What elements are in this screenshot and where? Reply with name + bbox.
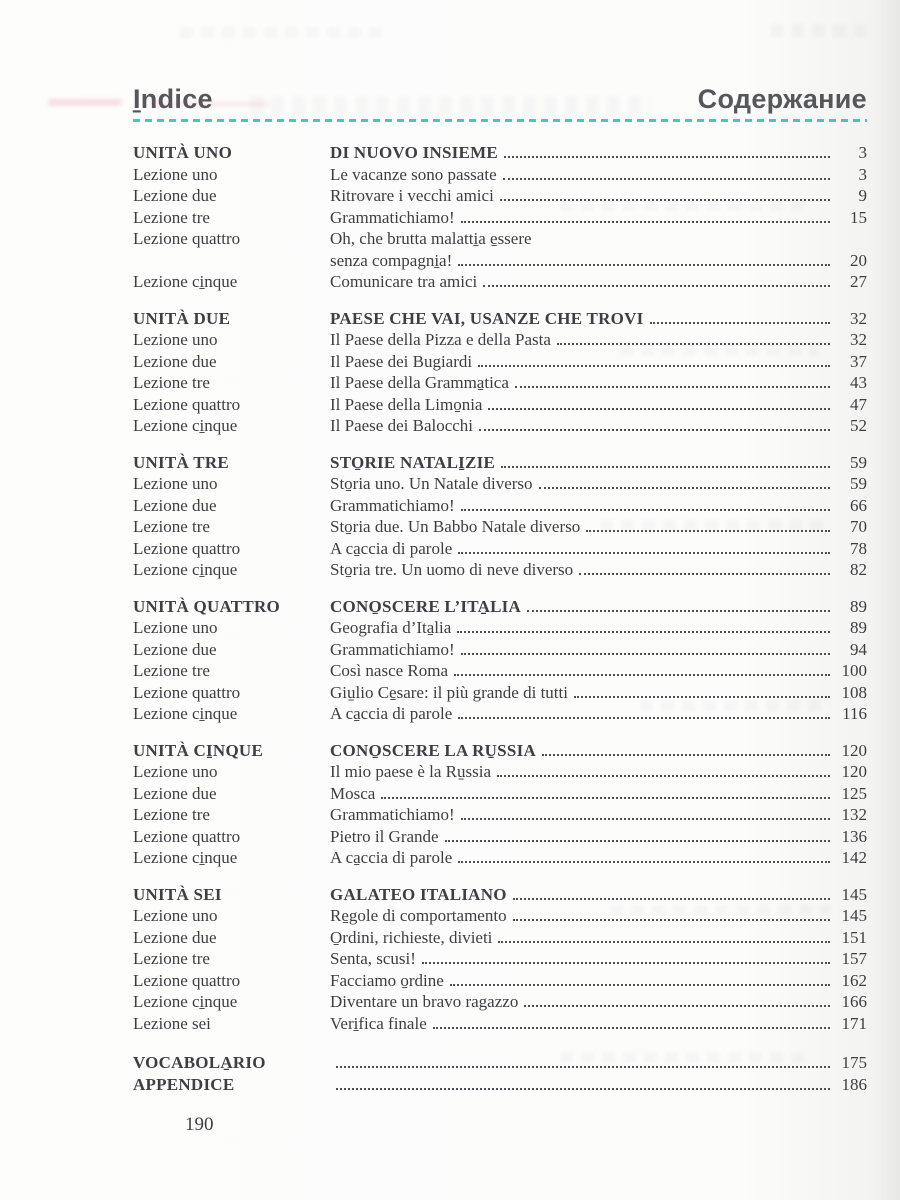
lesson-label: Lezione ci̱nque: [133, 416, 238, 435]
toc-row: [133, 948, 867, 970]
toc-row: [133, 905, 867, 927]
page-number: 171: [841, 1013, 867, 1033]
lesson-label: Lezione uno: [133, 618, 218, 637]
lesson-label: Lezione due: [133, 639, 217, 659]
page-number: 108: [841, 682, 867, 702]
lesson-label: Lezione due: [133, 351, 217, 371]
toc-row: [133, 927, 867, 949]
unit-title: DI NUOVO INSIEME: [330, 143, 499, 162]
toc-row: [133, 473, 867, 495]
page-number: 78: [850, 538, 867, 558]
page-number: 132: [841, 805, 867, 824]
page-number: 3: [858, 164, 867, 184]
lesson-title: Grammatichiamo!: [330, 639, 455, 659]
page-number: 116: [842, 704, 867, 723]
toc-row: [133, 884, 867, 906]
unit-label: UNITÀ CI̱NQUE: [133, 740, 264, 760]
toc-row: [133, 761, 867, 783]
lesson-label: Lezione ci̱nque: [133, 992, 238, 1011]
lesson-title: Comunicare tra amici: [330, 272, 478, 291]
lesson-title: Giu̱lio Ce̱sare: il più grande di tutti: [330, 682, 568, 702]
dot-leader: [579, 573, 830, 575]
toc-row: [133, 452, 867, 474]
lesson-title: Le vacanze sono passate: [330, 164, 497, 184]
toc-row: [133, 617, 867, 639]
toc-row: [133, 1074, 867, 1096]
page-number: 120: [841, 740, 867, 760]
toc-row: [133, 308, 867, 330]
toc-row: [133, 1052, 867, 1074]
lesson-title: Oh, che brutta malatti̱a e̱ssere: [330, 229, 532, 248]
page-number: 82: [850, 560, 867, 579]
lesson-title: Il Paese della Pizza e della Pasta: [330, 330, 551, 349]
lesson-title: Grammatichiamo!: [330, 207, 455, 227]
bleedthrough-ghost: [770, 24, 865, 37]
toc-section: [133, 884, 867, 1035]
dot-leader: [461, 221, 830, 223]
toc-row: [133, 783, 867, 805]
toc-section: [133, 308, 867, 437]
lesson-label: Lezione due: [133, 783, 217, 803]
toc-row: [133, 228, 867, 250]
lesson-label: Lezione tre: [133, 373, 210, 392]
toc-row: [133, 495, 867, 517]
toc-row: [133, 271, 867, 293]
lesson-title: Così nasce Roma: [330, 661, 449, 680]
page-number: 47: [850, 394, 867, 414]
toc-row: [133, 804, 867, 826]
toc-row: [133, 538, 867, 560]
page-number: 3: [858, 143, 867, 162]
dot-leader: [557, 343, 830, 345]
toc-row: [133, 703, 867, 725]
toc-section: [133, 452, 867, 581]
lesson-label: Lezione tre: [133, 805, 210, 824]
lesson-label: Lezione sei: [133, 1013, 211, 1033]
lesson-label: Lezione ci̱nque: [133, 704, 238, 723]
toc-row: [133, 682, 867, 704]
lesson-label: Lezione quattro: [133, 682, 241, 702]
page-number: 52: [850, 416, 867, 435]
lesson-title: senza compagni̱a!: [330, 250, 453, 270]
toc-row: [133, 740, 867, 762]
dot-leader: [500, 199, 830, 201]
lesson-label: Lezione due: [133, 495, 217, 515]
page-number: 32: [850, 330, 867, 349]
lesson-label: Lezione uno: [133, 164, 218, 184]
dot-leader: [513, 898, 830, 900]
toc-row: [133, 660, 867, 682]
dot-leader: [461, 653, 830, 655]
unit-label: UNITÀ UNO: [133, 143, 233, 162]
lesson-title: Mosca: [330, 783, 376, 803]
lesson-label: Lezione uno: [133, 906, 218, 925]
lesson-title: Il Paese della Limo̱nia: [330, 394, 483, 414]
unit-title: STO̱RIE NATALI̱ZIE: [330, 452, 496, 472]
unit-title: CONO̱SCERE L’ITA̱LIA: [330, 596, 522, 616]
toc-row: [133, 596, 867, 618]
toc-row: [133, 329, 867, 351]
toc-row: [133, 415, 867, 437]
dot-leader: [422, 962, 830, 964]
dot-leader: [574, 696, 830, 698]
dot-leader: [458, 717, 830, 719]
unit-label: UNITÀ QUATTRO: [133, 596, 280, 616]
page-number: 100: [841, 661, 867, 680]
unit-label: UNITÀ SEI: [133, 884, 222, 904]
lesson-label: Lezione uno: [133, 330, 218, 349]
unit-label: UNITÀ DUE: [133, 308, 231, 328]
lesson-title: A ca̱ccia di parole: [330, 848, 453, 867]
dot-leader: [497, 775, 830, 777]
dot-leader: [336, 1066, 830, 1068]
page-number: 136: [841, 826, 867, 846]
pink-smudge: [48, 99, 122, 106]
lesson-title: O̱rdini, richieste, divieti: [330, 927, 493, 947]
toc-section-appendix: [133, 1052, 867, 1095]
page-number: 70: [850, 517, 867, 536]
page-number: 142: [841, 848, 867, 867]
page-number: 166: [841, 992, 867, 1011]
lesson-title: Senta, scusi!: [330, 949, 416, 968]
teal-dashed-divider: [133, 119, 867, 122]
page-number: 66: [850, 495, 867, 515]
dot-leader: [450, 984, 830, 986]
lesson-label: APPENDICE: [133, 1074, 235, 1094]
toc-row: [133, 142, 867, 164]
dot-leader: [458, 552, 830, 554]
toc-row: [133, 394, 867, 416]
toc-section: [133, 740, 867, 869]
lesson-title: Diventare un bravo ragazzo: [330, 992, 519, 1011]
toc-row: [133, 1013, 867, 1035]
lesson-title: Il Paese dei Bugiardi: [330, 351, 473, 371]
lesson-title: Il Paese dei Balocchi: [330, 416, 474, 435]
page-number: 157: [841, 949, 867, 968]
bleedthrough-ghost: [180, 27, 390, 38]
page-number: 27: [850, 272, 867, 291]
toc-header: [133, 84, 867, 115]
dot-leader: [454, 674, 830, 676]
footer-page-number: 190: [185, 1114, 214, 1135]
page-number: 37: [850, 351, 867, 371]
lesson-title: Facciamo o̱rdine: [330, 970, 444, 990]
page-title-italian: I̱ndice: [133, 84, 213, 114]
lesson-label: Lezione tre: [133, 207, 210, 227]
page-number: 9: [858, 186, 867, 205]
lesson-title: Veri̱fica finale: [330, 1013, 427, 1033]
dot-leader: [504, 156, 830, 158]
dot-leader: [461, 818, 830, 820]
dot-leader: [458, 264, 830, 266]
toc-row: [133, 991, 867, 1013]
dot-leader: [458, 861, 830, 863]
lesson-label: Lezione ci̱nque: [133, 848, 238, 867]
toc-row: [133, 826, 867, 848]
lesson-title: Ritrovare i vecchi amici: [330, 186, 494, 205]
page-number: 145: [841, 906, 867, 925]
lesson-label: Lezione tre: [133, 661, 210, 680]
lesson-title: Grammatichiamo!: [330, 805, 455, 824]
lesson-title: Geografia d’Ita̱lia: [330, 618, 452, 637]
lesson-label: Lezione quattro: [133, 970, 241, 990]
dot-leader: [483, 285, 830, 287]
toc-section: [133, 142, 867, 293]
lesson-label: Lezione quattro: [133, 229, 241, 248]
toc-row: [133, 207, 867, 229]
page-number: 59: [850, 452, 867, 472]
toc-section: [133, 596, 867, 725]
lesson-title: Re̱gole di comportamento: [330, 906, 507, 925]
dot-leader: [445, 840, 830, 842]
toc-row: [133, 185, 867, 207]
page-number: 186: [841, 1074, 867, 1094]
dot-leader: [433, 1027, 830, 1029]
lesson-title: A ca̱ccia di parole: [330, 704, 453, 723]
lesson-title: Il Paese della Gramma̱tica: [330, 373, 509, 392]
page-title-russian: Содержание: [697, 84, 867, 114]
lesson-title: Il mio paese è la Ru̱ssia: [330, 762, 491, 781]
dot-leader: [539, 487, 830, 489]
lesson-label: Lezione ci̱nque: [133, 272, 238, 291]
dot-leader: [501, 466, 830, 468]
dot-leader: [515, 386, 830, 388]
page-number: 43: [850, 373, 867, 392]
dot-leader: [542, 754, 830, 756]
dot-leader: [524, 1005, 830, 1007]
lesson-label: Lezione due: [133, 927, 217, 947]
lesson-title: A ca̱ccia di parole: [330, 538, 453, 558]
page-number: 175: [841, 1053, 867, 1072]
dot-leader: [381, 797, 830, 799]
lesson-label: Lezione quattro: [133, 826, 241, 846]
page-number: 89: [850, 596, 867, 616]
lesson-title: Grammatichiamo!: [330, 495, 455, 515]
toc-row: [133, 559, 867, 581]
lesson-title: Sto̱ria tre. Un uomo di neve diverso: [330, 560, 574, 579]
toc-row: [133, 847, 867, 869]
unit-title: PAESE CHE VAI, USANZE CHE TROVI: [330, 308, 644, 328]
toc-row: [133, 639, 867, 661]
page-number: 59: [850, 474, 867, 493]
dot-leader: [488, 408, 830, 410]
lesson-label: Lezione uno: [133, 762, 218, 781]
dot-leader: [650, 322, 830, 324]
lesson-title: Pietro il Grande: [330, 826, 439, 846]
lesson-title: Sto̱ria uno. Un Natale diverso: [330, 474, 533, 493]
toc-row: [133, 164, 867, 186]
page-number: 151: [841, 927, 867, 947]
unit-title: GALATEO ITALIANO: [330, 884, 507, 904]
page-number: 125: [841, 783, 867, 803]
page-number: 94: [850, 639, 867, 659]
dot-leader: [457, 631, 830, 633]
toc-row: [133, 351, 867, 373]
toc-row: [133, 372, 867, 394]
toc-row: [133, 250, 867, 272]
toc-row: [133, 970, 867, 992]
lesson-label: Lezione ci̱nque: [133, 560, 238, 579]
lesson-label: Lezione uno: [133, 474, 218, 493]
dot-leader: [586, 530, 830, 532]
dot-leader: [461, 509, 830, 511]
lesson-label: Lezione tre: [133, 517, 210, 536]
toc-list: [133, 142, 867, 1095]
page-number: 120: [841, 762, 867, 781]
toc-row: [133, 516, 867, 538]
unit-label: UNITÀ TRE: [133, 452, 229, 472]
dot-leader: [498, 941, 830, 943]
dot-leader: [336, 1088, 830, 1090]
lesson-title: Sto̱ria due. Un Babbo Natale diverso: [330, 517, 581, 536]
page-number: 162: [841, 970, 867, 990]
lesson-label: Lezione quattro: [133, 538, 241, 558]
unit-title: CONO̱SCERE LA RU̱SSIA: [330, 740, 536, 760]
dot-leader: [503, 178, 830, 180]
dot-leader: [527, 610, 830, 612]
dot-leader: [513, 919, 830, 921]
page-number: 89: [850, 618, 867, 637]
lesson-label: Lezione tre: [133, 949, 210, 968]
page-number: 145: [841, 884, 867, 904]
page-number: 32: [850, 308, 867, 328]
lesson-label: VOCABOLA̱RIO: [133, 1053, 266, 1072]
page-number: 15: [850, 207, 867, 227]
lesson-label: Lezione quattro: [133, 394, 241, 414]
lesson-label: Lezione due: [133, 186, 217, 205]
page-number: 20: [850, 250, 867, 270]
dot-leader: [479, 429, 830, 431]
dot-leader: [478, 365, 830, 367]
